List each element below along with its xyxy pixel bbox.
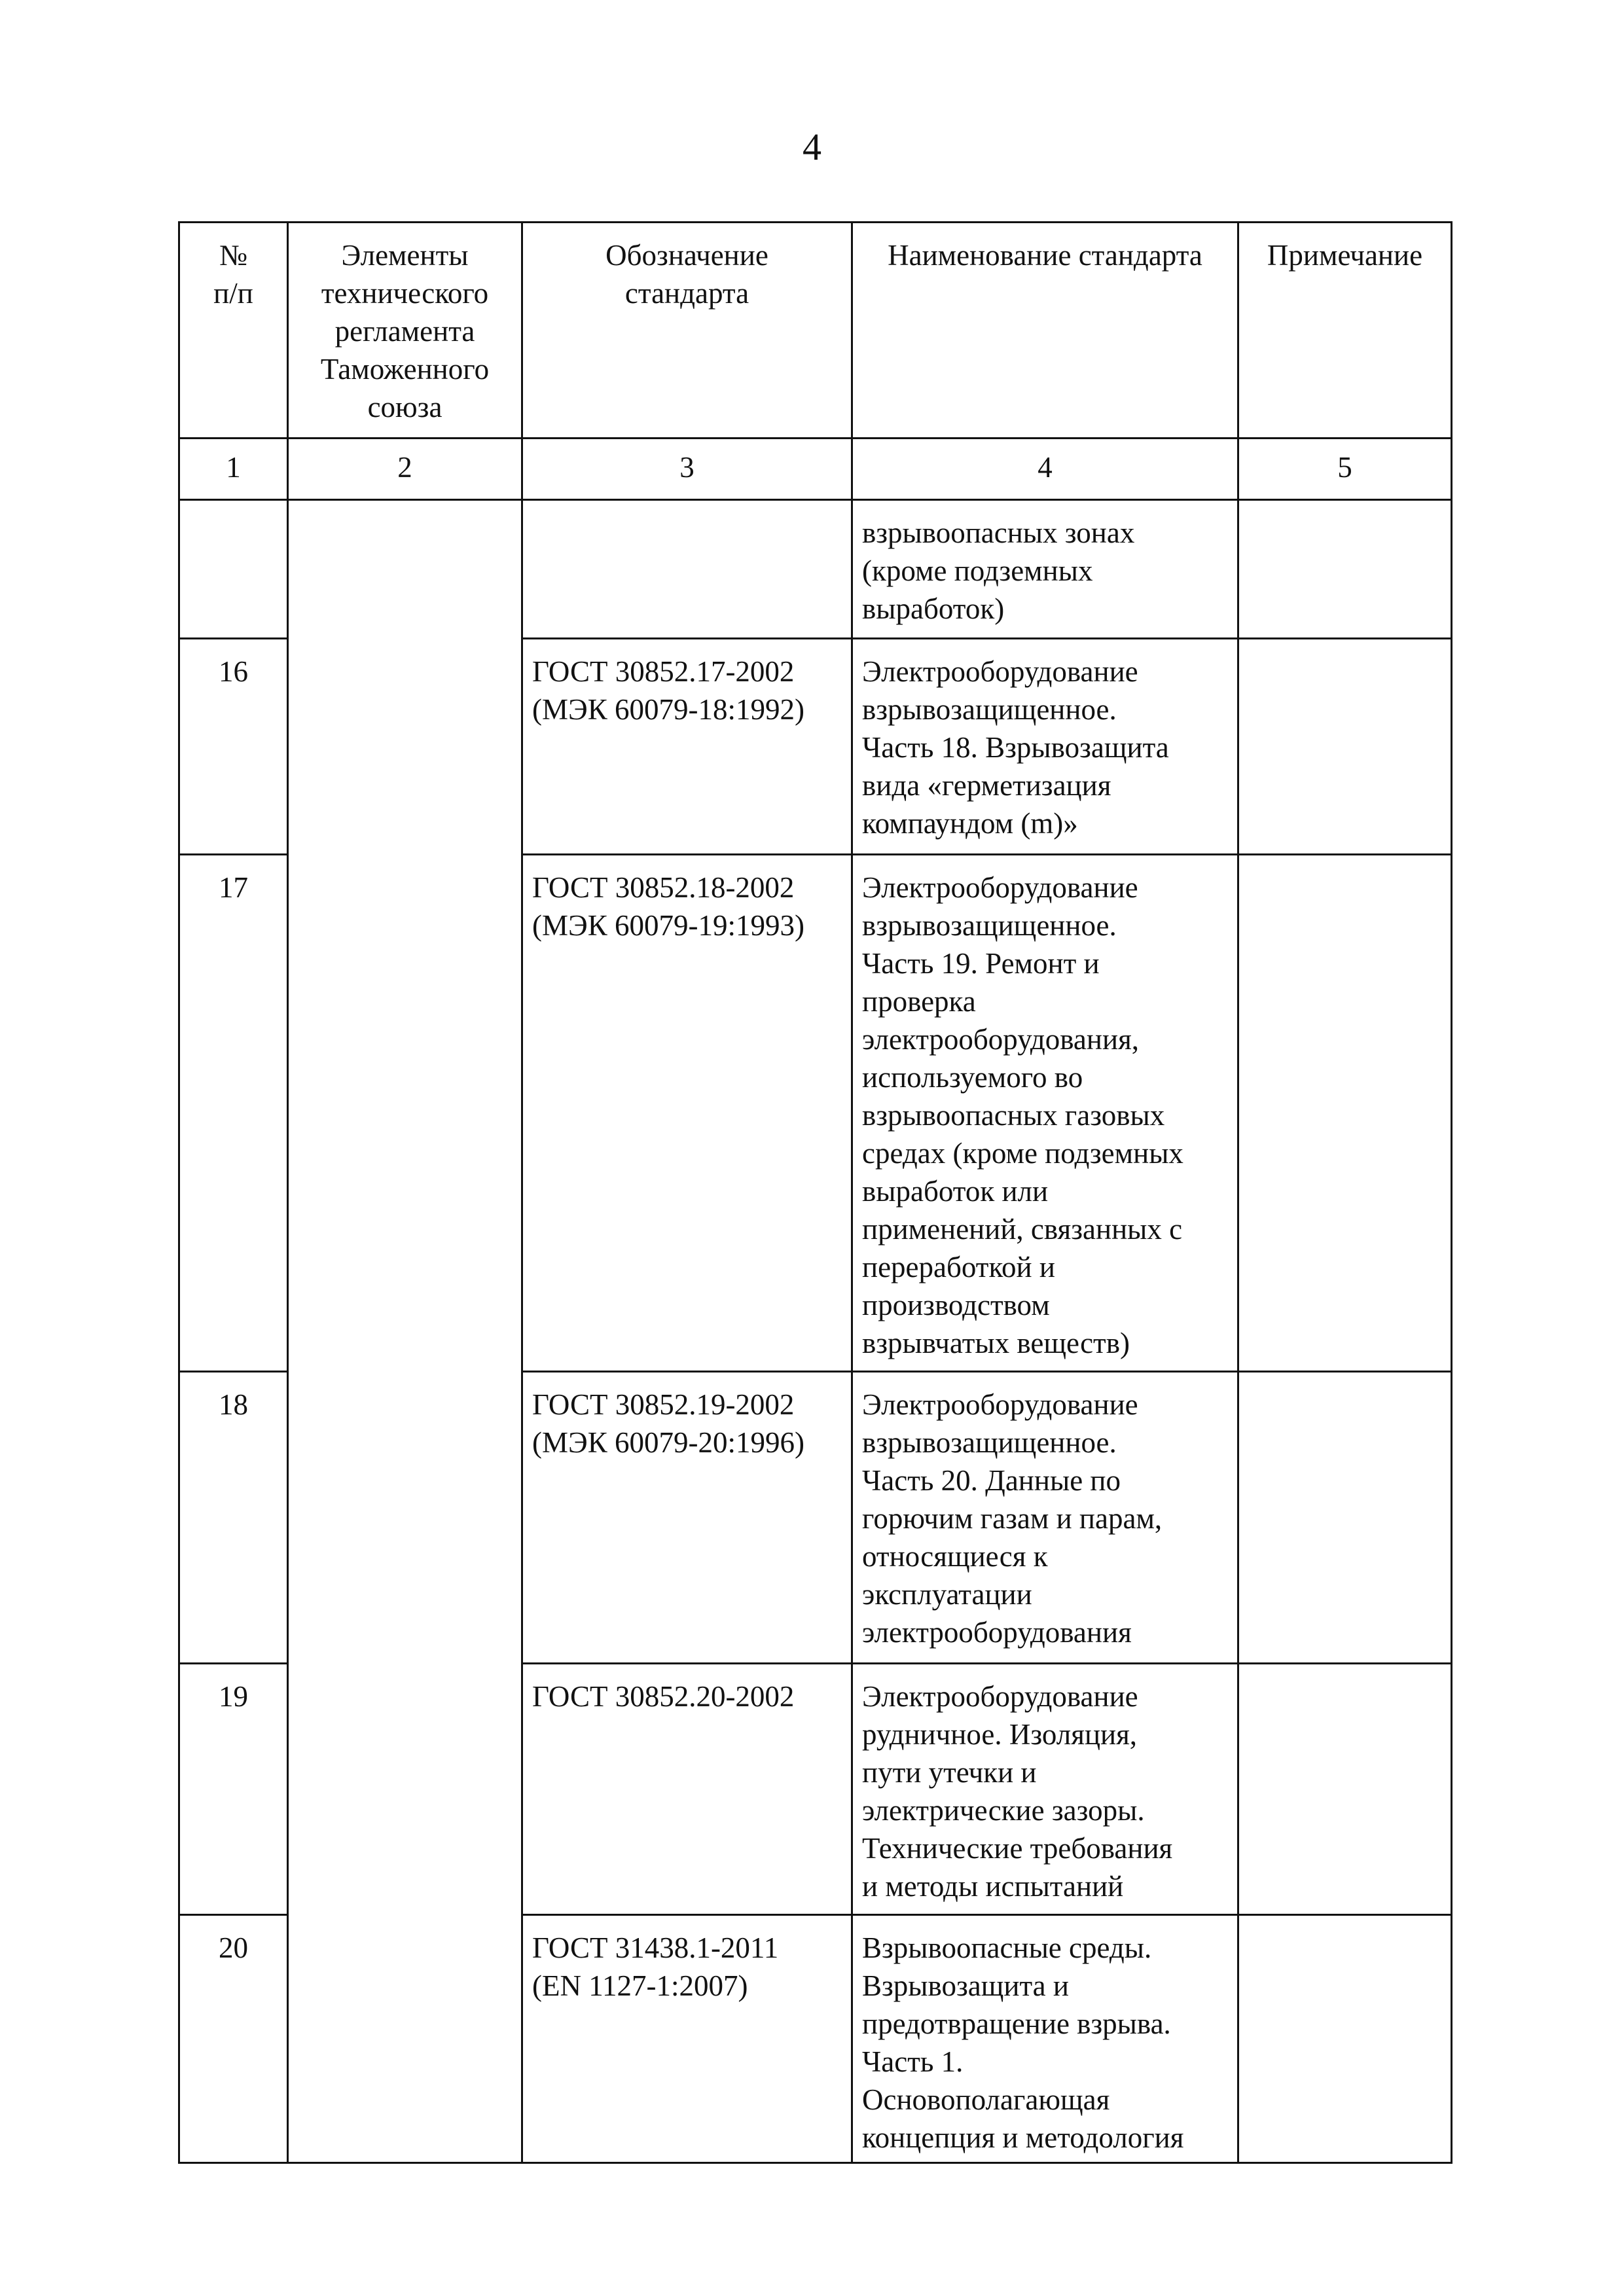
header-text: регламента [334, 315, 475, 348]
designation-cell [522, 500, 852, 639]
name-line: компаундом (m)» [862, 807, 1078, 840]
designation-cell [522, 639, 852, 855]
name-line: взрывозащищенное. [862, 693, 1117, 726]
standard-name-cell [852, 1915, 1238, 2163]
name-line: рудничное. Изоляция, [862, 1718, 1138, 1751]
header-text: союза [367, 391, 442, 423]
name-line: Электрооборудование [862, 655, 1138, 688]
name-line: Взрывозащита и [862, 1969, 1069, 2002]
column-number: 1 [179, 439, 288, 500]
standard-name-cell [852, 1372, 1238, 1664]
designation-line: ГОСТ 30852.17-2002 [532, 655, 795, 688]
name-line: Часть 20. Данные по [862, 1464, 1121, 1497]
note-cell [1238, 639, 1452, 855]
table-header-row [179, 223, 1452, 439]
name-line: Часть 19. Ремонт и [862, 947, 1100, 980]
header-note [1238, 223, 1452, 439]
header-text: Элементы [341, 239, 469, 272]
name-line: Технические требования [862, 1832, 1173, 1865]
standard-name-cell [852, 1664, 1238, 1915]
name-line: электрооборудования, [862, 1023, 1140, 1056]
header-text: № [219, 239, 247, 272]
name-line: используемого во [862, 1061, 1083, 1094]
name-line: применений, связанных с [862, 1213, 1183, 1246]
designation-line: ГОСТ 30852.19-2002 [532, 1388, 795, 1421]
name-line: концепция и методология [862, 2121, 1184, 2154]
name-line: пути утечки и [862, 1756, 1037, 1789]
designation-line: ГОСТ 31438.1-2011 [532, 1931, 779, 1964]
row-number-cell: 17 [179, 855, 288, 1372]
page-number: 4 [803, 126, 821, 168]
regulation-elements-cell [288, 500, 522, 2163]
column-numbers-row [179, 439, 1452, 500]
header-text: п/п [213, 277, 253, 310]
row-number-cell: 19 [179, 1664, 288, 1915]
column-number: 5 [1238, 439, 1452, 500]
name-line: взрывозащищенное. [862, 909, 1117, 942]
row-number-cell: 16 [179, 639, 288, 855]
name-line: электрооборудования [862, 1616, 1132, 1649]
name-line: Часть 18. Взрывозащита [862, 731, 1169, 764]
designation-cell [522, 1915, 852, 2163]
name-line: относящиеся к [862, 1540, 1048, 1573]
name-line: Основополагающая [862, 2083, 1110, 2116]
designation-line: (МЭК 60079-19:1993) [532, 909, 804, 942]
name-line: Часть 1. [862, 2045, 964, 2078]
designation-line: (МЭК 60079-18:1992) [532, 693, 804, 726]
designation-line: (МЭК 60079-20:1996) [532, 1426, 804, 1459]
designation-line: ГОСТ 30852.20-2002 [532, 1680, 795, 1713]
standards-table [178, 221, 1453, 2164]
header-designation [522, 223, 852, 439]
header-text: Обозначение [605, 239, 768, 272]
name-line: взрывоопасных зонах [862, 516, 1135, 549]
header-standard-name [852, 223, 1238, 439]
column-number: 4 [852, 439, 1238, 500]
name-line: Электрооборудование [862, 1680, 1138, 1713]
designation-cell [522, 1664, 852, 1915]
name-line: (кроме подземных [862, 554, 1093, 587]
column-number: 2 [288, 439, 522, 500]
note-cell [1238, 1915, 1452, 2163]
name-line: вида «герметизация [862, 769, 1111, 802]
designation-cell [522, 1372, 852, 1664]
row-number-cell: 18 [179, 1372, 288, 1664]
name-line: взрывчатых веществ) [862, 1327, 1130, 1359]
note-cell [1238, 500, 1452, 639]
header-text: Таможенного [320, 353, 490, 386]
name-line: Электрооборудование [862, 871, 1138, 904]
designation-line: (EN 1127-1:2007) [532, 1969, 748, 2002]
table-row-continuation [179, 500, 1452, 639]
name-line: электрические зазоры. [862, 1794, 1145, 1827]
name-line: взрывозащищенное. [862, 1426, 1117, 1459]
name-line: средах (кроме подземных [862, 1137, 1183, 1170]
name-line: и методы испытаний [862, 1870, 1124, 1903]
name-line: проверка [862, 985, 976, 1018]
name-line: горючим газам и парам, [862, 1502, 1163, 1535]
header-text: Примечание [1267, 239, 1423, 272]
note-cell [1238, 855, 1452, 1372]
header-text: технического [321, 277, 489, 310]
standard-name-cell [852, 855, 1238, 1372]
name-line: производством [862, 1289, 1050, 1321]
name-line: Электрооборудование [862, 1388, 1138, 1421]
designation-line: ГОСТ 30852.18-2002 [532, 871, 795, 904]
header-text: Наименование стандарта [888, 239, 1202, 272]
row-number-cell [179, 500, 288, 639]
row-number-cell: 20 [179, 1915, 288, 2163]
name-line: предотвращение взрыва. [862, 2007, 1171, 2040]
name-line: выработок или [862, 1175, 1049, 1208]
name-line: Взрывоопасные среды. [862, 1931, 1152, 1964]
standard-name-cell [852, 639, 1238, 855]
standard-name-cell [852, 500, 1238, 639]
designation-cell [522, 855, 852, 1372]
name-line: эксплуатации [862, 1578, 1032, 1611]
header-elements [288, 223, 522, 439]
name-line: переработкой и [862, 1251, 1055, 1283]
header-number [179, 223, 288, 439]
name-line: выработок) [862, 592, 1005, 625]
name-line: взрывоопасных газовых [862, 1099, 1165, 1132]
column-number: 3 [522, 439, 852, 500]
note-cell [1238, 1664, 1452, 1915]
note-cell [1238, 1372, 1452, 1664]
header-text: стандарта [624, 277, 749, 310]
